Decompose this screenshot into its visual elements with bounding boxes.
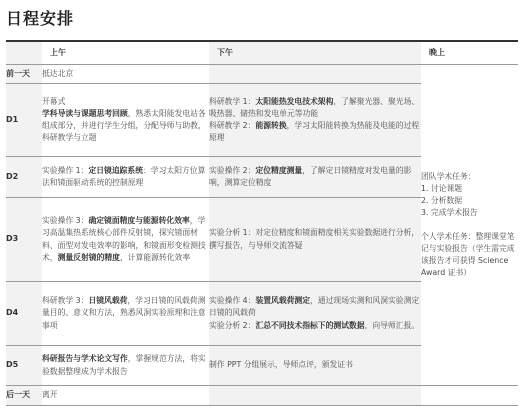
afternoon-cell bbox=[209, 386, 421, 406]
cell-bold: 科研报告与学术论文写作 bbox=[42, 354, 128, 364]
day-label: D2 bbox=[6, 157, 42, 198]
team-task-item: 3. 完成学术报告 bbox=[421, 207, 478, 217]
cell-text: ：学习太阳方位算法和镜面驱动系统的控制原理 bbox=[42, 165, 206, 187]
afternoon-cell bbox=[209, 157, 421, 198]
header-day bbox=[6, 41, 42, 65]
personal-task-block bbox=[421, 231, 518, 279]
cell-bold: 装置风载荷测定 bbox=[255, 296, 311, 306]
cell-text: ，计算能源转化效率 bbox=[119, 252, 191, 262]
afternoon-cell bbox=[209, 84, 421, 157]
cell-bold: 定位精度测量 bbox=[255, 165, 303, 175]
day-label: 后一天 bbox=[6, 386, 42, 406]
cell-bold: 学科导读与课题思考回顾 bbox=[42, 108, 128, 118]
cell-text: ，学习日镜的风载荷测量目的、意义和方法，熟悉风洞实验原理和注意事项 bbox=[42, 296, 206, 330]
personal-task-text: 个人学术任务：整理课堂笔记与实验报告（学生需完成该报告才可获得 Science Award 证书） bbox=[421, 232, 515, 278]
evening-cell bbox=[421, 386, 518, 406]
evening-cell bbox=[421, 65, 518, 386]
cell-text: ，熟悉太阳能发电站各组成部分，并进行学生分组，分配导师与助教，科研教学与立题 bbox=[42, 108, 206, 143]
cell-text: 抵达北京 bbox=[42, 68, 74, 78]
header-evening: 晚上 bbox=[421, 41, 518, 65]
cell-text: ，掌握规范方法，将实验数据整理成为学术报告 bbox=[42, 354, 206, 376]
cell-text: 科研教学 2： bbox=[209, 121, 256, 130]
morning-cell bbox=[42, 386, 209, 406]
header-afternoon: 下午 bbox=[209, 41, 421, 65]
cell-paragraph bbox=[209, 96, 421, 120]
cell-text: 科研教学 1： bbox=[209, 96, 256, 106]
cell-text: 实验分析 1：对定位精度和镜面精度相关实验数据进行分析，撰写报告，与导师交流答疑 bbox=[209, 228, 420, 250]
cell-bold: 太阳能热发电技术架构 bbox=[255, 96, 334, 106]
team-task-block bbox=[421, 171, 518, 219]
afternoon-cell bbox=[209, 65, 421, 84]
team-task-item: 1. 讨论课题 bbox=[421, 183, 463, 193]
cell-bold: 日镜风载荷 bbox=[88, 296, 128, 306]
morning-cell bbox=[42, 346, 209, 386]
table-header-row bbox=[6, 41, 518, 65]
cell-bold: 定日镜追踪系统 bbox=[88, 165, 144, 175]
cell-paragraph bbox=[209, 320, 421, 332]
cell-paragraph bbox=[209, 295, 421, 319]
team-task-item: 2. 分析数据 bbox=[421, 195, 463, 205]
cell-text: 离开 bbox=[42, 390, 58, 400]
cell-text: ，向导师汇报。 bbox=[364, 320, 420, 330]
morning-cell bbox=[42, 198, 209, 282]
header-morning: 上午 bbox=[42, 41, 209, 65]
cell-bold: 测量反射镜的精度 bbox=[57, 252, 120, 262]
afternoon-cell bbox=[209, 346, 421, 386]
team-task-title: 团队学术任务： bbox=[421, 171, 476, 181]
cell-text: 开幕式 bbox=[42, 96, 66, 106]
table-row bbox=[6, 65, 518, 84]
cell-text: 实验操作 3： bbox=[42, 216, 89, 226]
cell-text: 实验操作 2： bbox=[209, 165, 256, 175]
morning-cell bbox=[42, 84, 209, 157]
day-label: D4 bbox=[6, 282, 42, 346]
cell-text: 制作 PPT 分组展示，导师点评，颁发证书 bbox=[209, 360, 353, 370]
cell-bold: 能源转换 bbox=[255, 121, 287, 130]
cell-text: 实验操作 1： bbox=[42, 165, 89, 175]
cell-bold: 汇总不同技术指标下的测试数据 bbox=[255, 320, 365, 330]
cell-text: ，通过现场实测和风洞实验测定日镜的风载荷 bbox=[209, 296, 420, 318]
morning-cell bbox=[42, 65, 209, 84]
schedule-table bbox=[6, 40, 518, 406]
day-label: D3 bbox=[6, 198, 42, 282]
day-label: 前一天 bbox=[6, 65, 42, 84]
cell-text: ，学习高温集热系统核心部件反射镜，探究镜面材料、面型对发电效率的影响，和镜面形变检测技术， bbox=[42, 216, 206, 262]
page-title: 日程安排 bbox=[6, 9, 75, 28]
cell-text: ，了解定日镜精度对发电量的影响，测算定位精度 bbox=[209, 165, 412, 187]
morning-cell bbox=[42, 282, 209, 346]
cell-text: 科研教学 3： bbox=[42, 296, 89, 306]
cell-text: 实验分析 2： bbox=[209, 320, 256, 330]
cell-text: ，学习太阳能转换为热能及电能的过程原理 bbox=[209, 121, 420, 143]
cell-paragraph bbox=[209, 120, 421, 144]
cell-bold: 确定镜面精度与能源转化效率 bbox=[88, 216, 190, 226]
afternoon-cell bbox=[209, 198, 421, 282]
afternoon-cell bbox=[209, 282, 421, 346]
morning-cell bbox=[42, 157, 209, 198]
cell-text: ，了解聚光器、聚光场、吸热器、储热和发电单元等功能 bbox=[209, 96, 420, 118]
cell-text: 实验操作 4： bbox=[209, 296, 256, 306]
day-label: D5 bbox=[6, 346, 42, 386]
day-label: D1 bbox=[6, 84, 42, 157]
table-row bbox=[6, 386, 518, 406]
cell-paragraph bbox=[42, 108, 209, 144]
